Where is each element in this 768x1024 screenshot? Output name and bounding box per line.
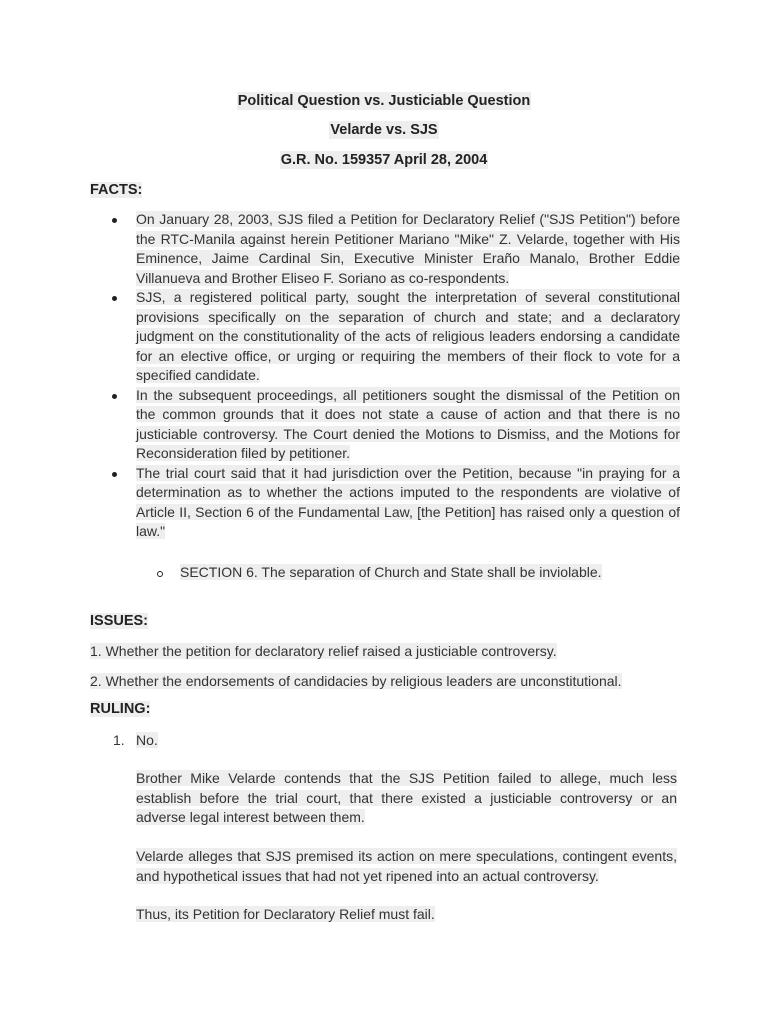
ruling-paragraph-2: Velarde alleges that SJS premised its action on mere speculations, contingent events, and hypothetical issues that had not yet ripened into an actual controversy. bbox=[136, 848, 677, 884]
fact-item: The trial court said that it had jurisdiction over the Petition, because "in praying for a determination as to whether the actions imputed to the respondents are violative of Article II, Section 6 of the Fundamental Law, [the Petition] has raised only a question of law." bbox=[90, 464, 680, 542]
bullet-icon bbox=[112, 472, 117, 477]
circle-bullet-icon bbox=[157, 571, 163, 577]
ruling-answer: No. bbox=[136, 732, 158, 748]
fact-item: SJS, a registered political party, sought the interpretation of several constitutional provisions specifically on the separation of church and state; and a declaratory judgment on the constitutionality of the acts of religious leaders endorsing a candidate for an elective office, or urging or requiring the members of their flock to vote for a specified candidate. bbox=[90, 288, 680, 386]
fact-item: In the subsequent proceedings, all petitioners sought the dismissal of the Petition on the common grounds that it does not state a cause of action and that there is no justiciable controversy. The Court denied the Motions to Dismiss, and the Motions for Reconsideration filed by petitioner. bbox=[90, 386, 680, 464]
ruling-paragraph-1: Brother Mike Velarde contends that the SJS Petition failed to allege, much less establish before the trial court, that there existed a justiciable controversy or an adverse legal interest between them. bbox=[136, 770, 677, 825]
bullet-icon bbox=[112, 296, 117, 301]
sub-fact: SECTION 6. The separation of Church and State shall be inviolable. bbox=[158, 563, 602, 583]
case-name: Velarde vs. SJS bbox=[330, 122, 438, 138]
issue-1: 1. Whether the petition for declaratory relief raised a justiciable controversy. bbox=[90, 643, 557, 659]
ruling-number: 1. bbox=[113, 732, 125, 748]
facts-list bbox=[90, 210, 680, 542]
document-title: Political Question vs. Justiciable Question bbox=[237, 93, 531, 109]
bullet-icon bbox=[112, 218, 117, 223]
bullet-icon bbox=[112, 394, 117, 399]
issues-heading: ISSUES: bbox=[90, 613, 149, 629]
facts-heading: FACTS: bbox=[90, 182, 143, 198]
ruling-heading: RULING: bbox=[90, 701, 151, 717]
ruling-paragraph-3: Thus, its Petition for Declaratory Relief must fail. bbox=[136, 906, 435, 922]
issue-2: 2. Whether the endorsements of candidacies by religious leaders are unconstitutional. bbox=[90, 673, 622, 689]
case-number: G.R. No. 159357 April 28, 2004 bbox=[280, 152, 488, 168]
fact-item: On January 28, 2003, SJS filed a Petition for Declaratory Relief ("SJS Petition") before the RTC-Manila against herein Petitioner Mariano "Mike" Z. Velarde, together with His Eminence, Jaime Cardinal Sin, Executive Minister Eraño Manalo, Brother Eddie Villanueva and Brother Eliseo F. Soriano as co-respondents. bbox=[90, 210, 680, 288]
